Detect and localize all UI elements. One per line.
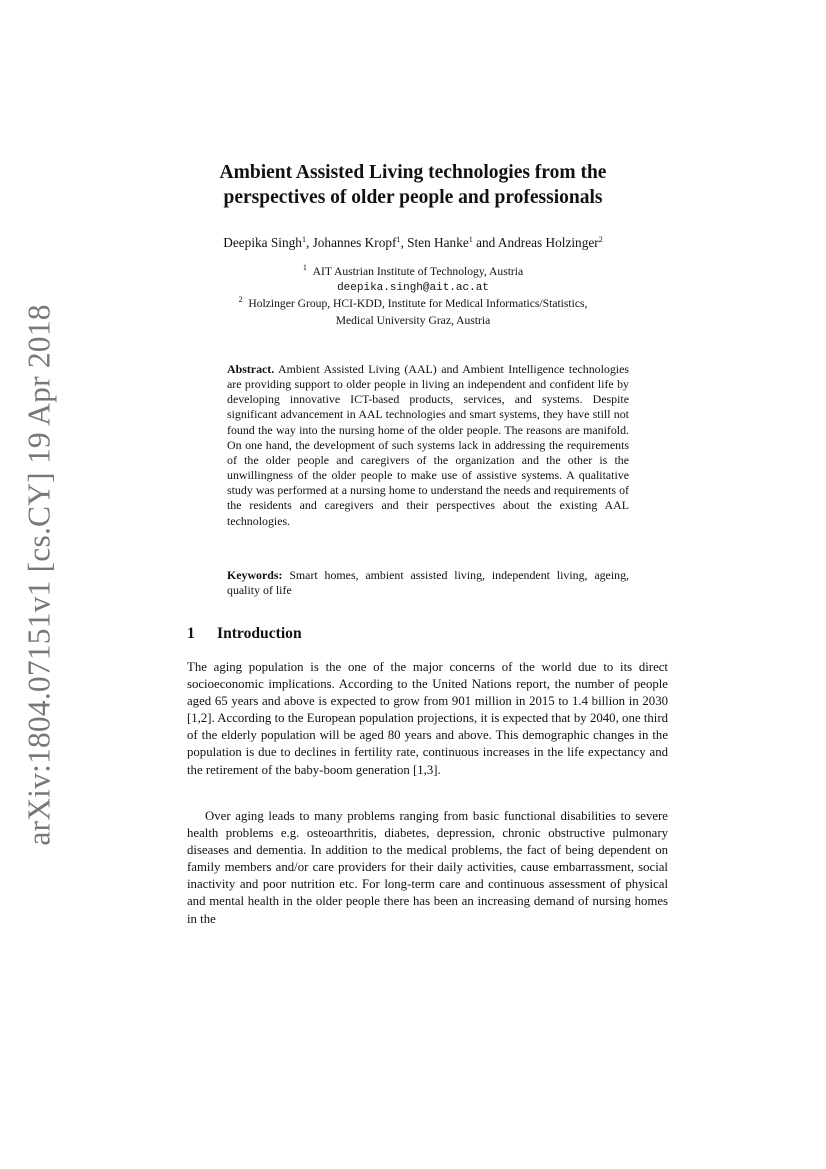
keywords — [227, 568, 629, 598]
arxiv-side-stamp — [20, 304, 60, 846]
affiliation-2 — [140, 296, 686, 312]
author-name: Sten Hanke — [407, 235, 469, 250]
affiliation-mark: 1 — [301, 235, 306, 244]
section-number: 1 — [187, 625, 195, 642]
affiliation-1 — [140, 264, 686, 280]
affiliation-2-line-2: Medical University Graz, Austria — [335, 313, 491, 327]
section-title: Introduction — [217, 625, 302, 642]
abstract-label: Abstract. — [227, 362, 275, 376]
affiliation-1-text: AIT Austrian Institute of Technology, Austria — [312, 265, 524, 278]
affiliation-1-mark: 1 — [302, 263, 307, 272]
arxiv-identifier: arXiv:1804.07151v1 [cs.CY] 19 Apr 2018 — [22, 304, 57, 846]
title-line-2: perspectives of older people and professionals — [223, 187, 603, 208]
keywords-label: Keywords: — [227, 568, 283, 582]
affiliation-mark: 1 — [396, 235, 401, 244]
abstract-text: Ambient Assisted Living (AAL) and Ambient Intelligence technologies are providing support to older people in living an independent and confident life by developing innovative ICT-based products, services, and systems. Despite significant advancement in AAL technologies and smart systems, they have still not found the way into the nursing home of the older people. The reasons are manifold. On one hand, the development of such systems lack in addressing the requirements of the older people and caregivers of the organization and the other is the unwillingness of the older people to make use of assistive systems. A qualitative study was performed at a nursing home to understand the needs and requirements of the residents and caregivers and their perspectives about the existing AAL technologies. — [227, 362, 629, 528]
affiliation-2-text: Holzinger Group, HCI-KDD, Institute for Medical Informatics/Statistics, — [248, 297, 588, 311]
author-name: Andreas Holzinger — [497, 235, 599, 250]
author-list — [140, 234, 686, 252]
affiliations — [140, 264, 686, 329]
section-heading — [187, 625, 302, 643]
affiliation-mark: 2 — [598, 235, 603, 244]
author-separator: , — [305, 235, 313, 250]
body-paragraph-2: Over aging leads to many problems ranging from basic functional disabilities to severe health problems e.g. osteoarthritis, diabetes, depression, chronic obstructive pulmonary diseases and dementia. In addition to the medical problems, the fact of being dependent on family members and/or care providers for their daily activities, cause embarrassment, social inactivity and poor nutrition etc. For long-term care and continuous assessment of physical and mental health in the older people there has been an increasing demand of nursing homes in the — [187, 809, 668, 926]
affiliation-mark: 1 — [468, 235, 473, 244]
author-separator: and — [472, 235, 498, 250]
author-email[interactable]: deepika.singh@ait.ac.at — [337, 282, 489, 295]
author-name: Johannes Kropf — [312, 235, 397, 250]
affiliation-2-mark: 2 — [238, 295, 243, 305]
abstract — [227, 362, 629, 529]
author-name: Deepika Singh — [223, 235, 302, 250]
paper-title — [140, 160, 686, 210]
author-separator: , — [400, 235, 408, 250]
keywords-text: Smart homes, ambient assisted living, independent living, ageing, quality of life — [227, 568, 629, 598]
title-line-1: Ambient Assisted Living technologies from the — [219, 162, 607, 183]
body-paragraph-1: The aging population is the one of the major concerns of the world due to its direct socioeconomic implications. According to the United Nations report, the number of people aged 65 years and above is expected to grow from 901 million in 2015 to 1.4 billion in 2030 [1,2]. According to the European population projections, it is expected that by 2040, one third of the elderly population will be aged 80 years and above. This demographic changes in the population is due to declines in fertility rate, continuous increases in the life expectancy and the retirement of the baby-boom generation [1,3]. — [187, 660, 668, 777]
